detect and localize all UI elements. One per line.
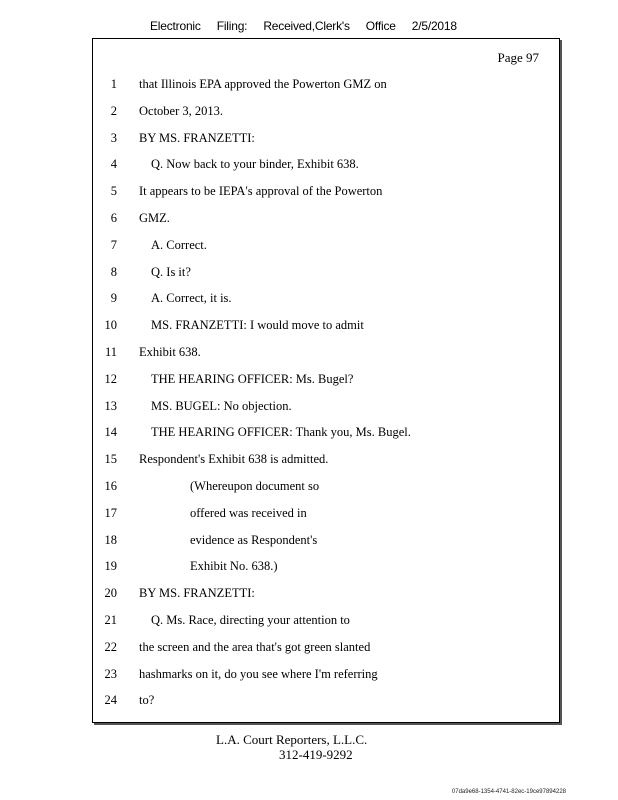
line-text: Respondent's Exhibit 638 is admitted. (139, 452, 329, 467)
line-text: the screen and the area that's got green slanted (139, 639, 371, 654)
line-text: to? (139, 693, 155, 708)
line-number: 7 (110, 237, 117, 252)
line-number: 16 (104, 479, 117, 493)
filing-date: 2/5/2018 (411, 19, 457, 33)
transcript-line (93, 584, 553, 602)
line-text: It appears to be IEPA's approval of the Powerton (139, 184, 383, 199)
court-reporter-phone: 312-419-9292 (279, 747, 353, 762)
line-number: 6 (110, 211, 117, 225)
line-number: 10 (104, 318, 117, 333)
transcript-line (93, 343, 553, 361)
line-text: THE HEARING OFFICER: Thank you, Ms. Bugel. (151, 425, 411, 440)
transcript-line (93, 75, 553, 93)
line-number: 1 (110, 77, 117, 91)
line-text: GMZ. (139, 211, 170, 225)
document-id: 07da9e68-1354-4741-82ec-19ce97894228 (451, 789, 566, 795)
line-number: 23 (104, 666, 117, 681)
transcript-line (93, 450, 553, 468)
court-reporter-name: L.A. Court Reporters, L.L.C. (216, 732, 368, 747)
line-text: A. Correct. (151, 237, 207, 252)
transcript-line (93, 129, 553, 147)
line-number: 22 (104, 639, 117, 654)
line-number: 2 (110, 103, 117, 118)
line-number: 21 (104, 613, 117, 627)
filing-header (150, 19, 473, 33)
line-number: 3 (110, 130, 117, 145)
line-number: 13 (104, 398, 117, 413)
line-text: BY MS. FRANZETTI: (139, 130, 255, 145)
line-text: that Illinois EPA approved the Powerton GMZ on (139, 77, 387, 91)
page-number: Page 97 (497, 50, 539, 65)
filing-header-label: Filing: (216, 19, 248, 33)
line-number: 19 (104, 559, 117, 574)
transcript-line (93, 665, 553, 683)
line-text: THE HEARING OFFICER: Ms. Bugel? (151, 371, 354, 386)
filing-header-label: Electronic (150, 19, 201, 33)
line-text: Exhibit No. 638.) (190, 559, 278, 574)
line-text: MS. FRANZETTI: I would move to admit (151, 318, 364, 333)
transcript-line (93, 155, 553, 173)
line-text: BY MS. FRANZETTI: (139, 586, 255, 601)
line-number: 24 (104, 693, 117, 708)
filing-header-label: Office (365, 19, 396, 33)
line-text: A. Correct, it is. (151, 291, 232, 306)
transcript-line (93, 557, 553, 575)
line-number: 5 (110, 184, 117, 199)
transcript-line (93, 611, 553, 629)
transcript-page (92, 38, 560, 723)
line-number: 17 (104, 505, 117, 520)
line-text: October 3, 2013. (139, 103, 224, 118)
line-text: Q. Now back to your binder, Exhibit 638. (151, 157, 359, 172)
transcript-line (93, 638, 553, 656)
line-number: 11 (104, 345, 117, 359)
line-number: 4 (110, 157, 117, 172)
line-text: offered was received in (190, 505, 307, 520)
line-text: (Whereupon document so (190, 479, 320, 493)
line-text: MS. BUGEL: No objection. (151, 398, 292, 413)
transcript-line (93, 316, 553, 334)
filing-header-label: Received,Clerk's (263, 19, 350, 33)
line-number: 8 (110, 264, 117, 279)
line-text: Q. Ms. Race, directing your attention to (151, 613, 350, 627)
line-number: 9 (110, 291, 117, 306)
transcript-line (93, 236, 553, 254)
transcript-line (93, 263, 553, 281)
line-text: hashmarks on it, do you see where I'm referring (139, 666, 378, 681)
transcript-line (93, 531, 553, 549)
transcript-line (93, 691, 553, 709)
line-number: 18 (104, 532, 117, 547)
transcript-line (93, 477, 553, 495)
transcript-line (93, 182, 553, 200)
line-text: evidence as Respondent's (190, 532, 318, 547)
transcript-line (93, 423, 553, 441)
line-number: 20 (104, 586, 117, 601)
transcript-line (93, 102, 553, 120)
line-number: 12 (104, 371, 117, 386)
transcript-line (93, 209, 553, 227)
transcript-line (93, 397, 553, 415)
transcript-line (93, 370, 553, 388)
line-number: 15 (104, 452, 117, 467)
line-number: 14 (104, 425, 117, 440)
line-text: Q. Is it? (151, 264, 191, 279)
transcript-line (93, 289, 553, 307)
line-text: Exhibit 638. (139, 345, 201, 359)
transcript-line (93, 504, 553, 522)
